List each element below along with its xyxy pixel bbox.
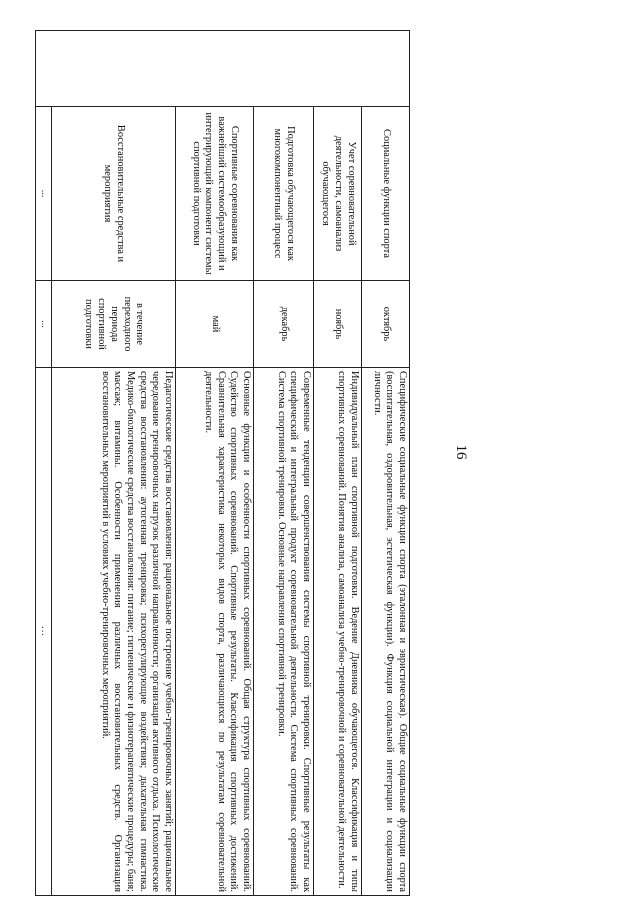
month-cell: в течение переходного периода спортивной подготовки — [52, 281, 176, 368]
month-cell: ноябрь — [314, 281, 362, 368]
topic-cell: Учет соревновательной деятельности, самоанализ обучающегося — [314, 107, 362, 281]
table-row — [254, 31, 314, 896]
content-cell: Педагогические средства восстановления: рациональное построение учебно-тренировочных занятий; рациональное чередование тренировочных нагрузок различной направленности; организация активного отдыха. Психологические средства восстановления: аутогенная тренировка; психорегулирующие воздействия; дыхательная гимнастика. Медико-биологические средства восстановления: питание; гигиенические и физиотерапевтические процедуры; баня; массаж; витамины. Особенности применения различных восстановительных средств. Организация восстановительных мероприятий в условиях учебно-тренировочных мероприятий. — [52, 368, 176, 896]
table-row — [36, 31, 52, 896]
content-cell: Специфические социальные функции спорта (эталонная и эвристическая). Общие социальные функции спорта (воспитательная, оздоровительная, эстетическая функции). Функция социальной интеграции и социализации личности. — [362, 368, 410, 896]
curriculum-table — [35, 30, 410, 896]
content-cell: Основные функции и особенности спортивных соревнований. Общая структура спортивных соревнований. Судейство спортивных соревнований. Спортивные результаты. Классификация спортивных достижений. Сравнительная характеристика некоторых видов спорта, различающихся по результатам соревновательной деятельности. — [176, 368, 254, 896]
topic-cell: Подготовка обучающегося как многокомпонентный процесс — [254, 107, 314, 281]
ellipsis-content: ... — [36, 368, 52, 896]
topic-cell: Восстановительные средства и мероприятия — [52, 107, 176, 281]
rotated-table-container — [39, 30, 410, 895]
blank-first-column — [36, 31, 410, 107]
topic-cell: Социальные функции спорта — [362, 107, 410, 281]
month-cell: декабрь — [254, 281, 314, 368]
month-cell: октябрь — [362, 281, 410, 368]
month-cell: май — [176, 281, 254, 368]
page-number: 16 — [453, 444, 469, 460]
table-row — [176, 31, 254, 896]
ellipsis-month: ... — [36, 281, 52, 368]
content-cell: Современные тенденции совершенствования системы спортивной тренировки. Спортивные результаты как специфический и интегральный продукт соревновательной деятельности. Система спортивных соревнований. Система спортивной тренировки. Основные направления спортивной тренировки. — [254, 368, 314, 896]
table-row — [314, 31, 362, 896]
table-row — [52, 31, 176, 896]
topic-cell: Спортивные соревнования как важнейший системообразующий и интегрирующий компонент системы спортивной подготовки — [176, 107, 254, 281]
content-cell: Индивидуальный план спортивной подготовки. Ведение Дневника обучающегося. Классификация и типы спортивных соревнований. Понятия анализа, самоанализа учебно-тренировочной и соревновательной деятельности. — [314, 368, 362, 896]
table-row — [362, 31, 410, 896]
ellipsis-topic: ... — [36, 107, 52, 281]
